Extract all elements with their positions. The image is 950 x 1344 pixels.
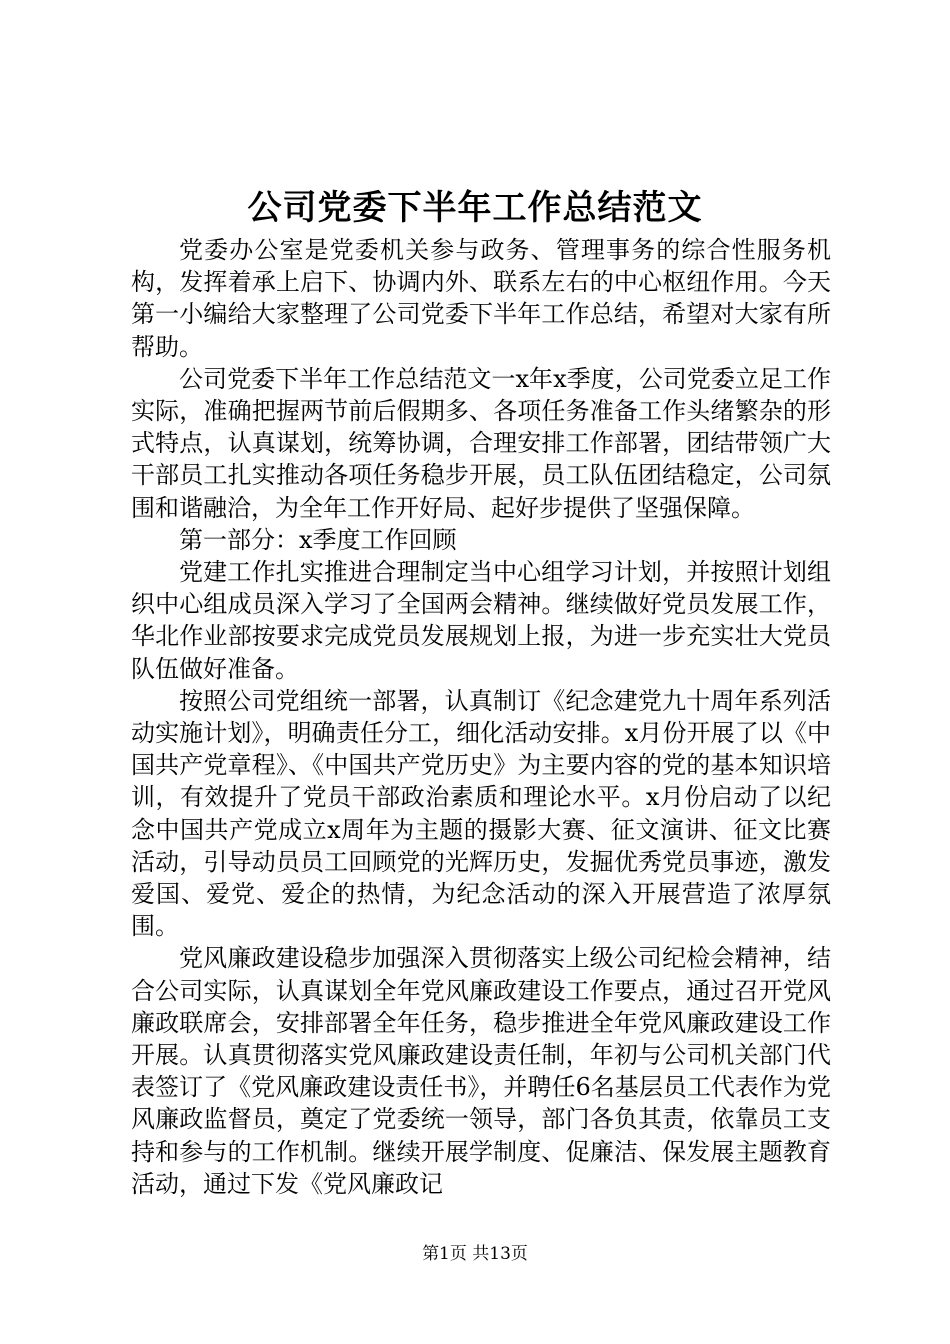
paragraph-intro: 党委办公室是党委机关参与政务、管理事务的综合性服务机构，发挥着承上启下、协调内外、联系左右的中心枢纽作用。今天第一小编给大家整理了公司党委下半年工作总结，希望对大家有所帮助。: [131, 236, 831, 361]
paragraph-overview: 公司党委下半年工作总结范文一x年x季度，公司党委立足工作实际，准确把握两节前后假期多、各项任务准备工作头绪繁杂的形式特点，认真谋划，统筹协调，合理安排工作部署，团结带领广大干部员工扎实推动各项任务稳步开展，员工队伍团结稳定，公司氛围和谐融洽，为全年工作开好局、起好步提供了坚强保障。: [131, 364, 831, 522]
paragraph-party-building: 党建工作扎实推进合理制定当中心组学习计划，并按照计划组织中心组成员深入学习了全国两会精神。继续做好党员发展工作，华北作业部按要求完成党员发展规划上报，为进一步充实壮大党员队伍做好准备。: [131, 558, 831, 683]
section-heading-part-one: 第一部分：x季度工作回顾: [179, 525, 457, 554]
page-footer: 第1页 共13页: [422, 1244, 528, 1264]
paragraph-anniversary-activities: 按照公司党组统一部署，认真制订《纪念建党九十周年系列活动实施计划》，明确责任分工，细化活动安排。x月份开展了以《中国共产党章程》、《中国共产党历史》为主要内容的党的基本知识培训，有效提升了党员干部政治素质和理论水平。x月份启动了以纪念中国共产党成立x周年为主题的摄影大赛、征文演讲、征文比赛活动，引导动员员工回顾党的光辉历史，发掘优秀党员事迹，激发爱国、爱党、爱企的热情，为纪念活动的深入开展营造了浓厚氛围。: [131, 686, 831, 941]
document-body: [131, 234, 831, 1200]
paragraph-integrity-building: 党风廉政建设稳步加强深入贯彻落实上级公司纪检会精神，结合公司实际，认真谋划全年党风廉政建设工作要点，通过召开党风廉政联席会，安排部署全年任务，稳步推进全年党风廉政建设工作开展。认真贯彻落实党风廉政建设责任制，年初与公司机关部门代表签订了《党风廉政建设责任书》，并聘任6名基层员工代表作为党风廉政监督员，奠定了党委统一领导，部门各负其责，依靠员工支持和参与的工作机制。继续开展学制度、促廉洁、保发展主题教育活动，通过下发《党风廉政记: [131, 944, 831, 1198]
document-title: 公司党委下半年工作总结范文: [247, 188, 703, 228]
